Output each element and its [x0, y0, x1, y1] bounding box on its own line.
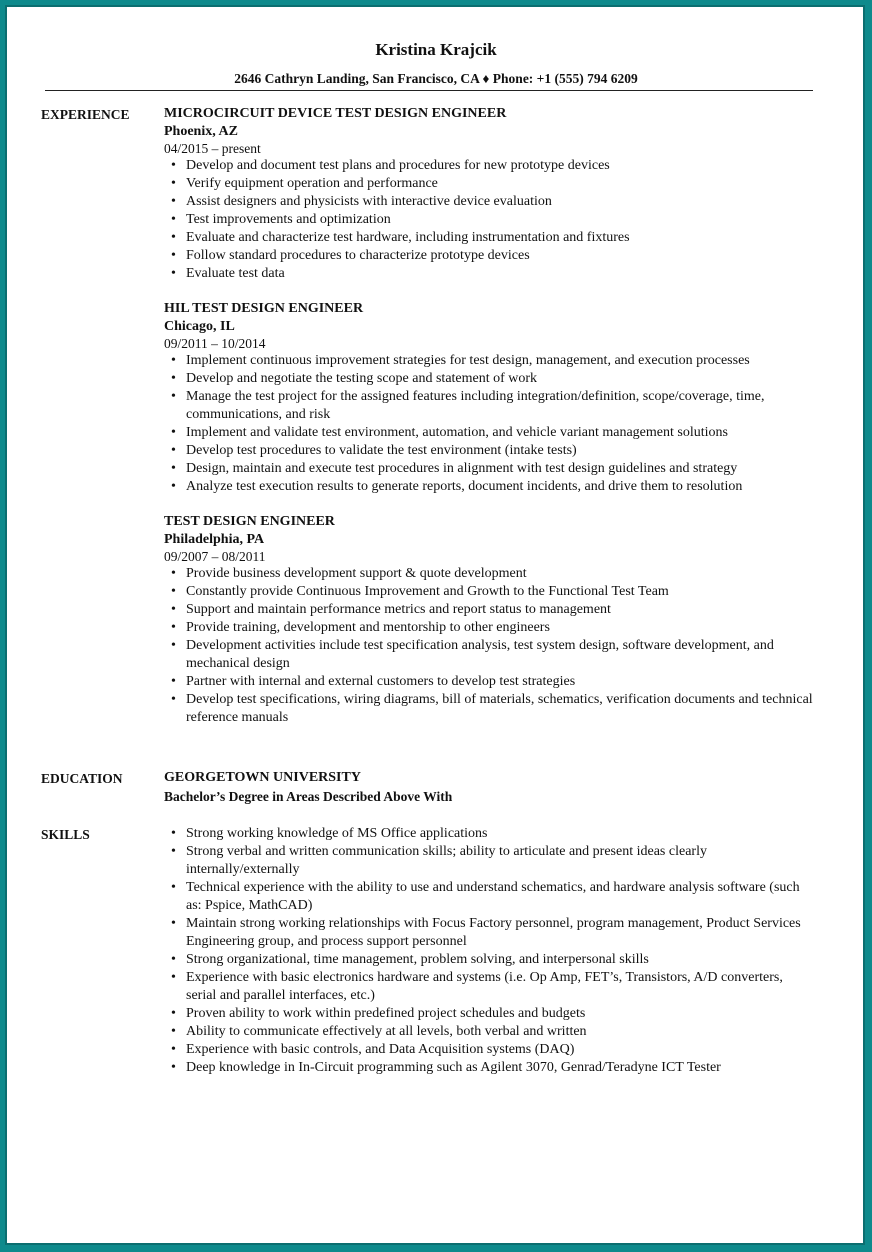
school-name: GEORGETOWN UNIVERSITY	[164, 770, 361, 785]
contact-line: 2646 Cathryn Landing, San Francisco, CA ♦ Phone: +1 (555) 794 6209	[234, 71, 638, 86]
education-content	[164, 769, 814, 807]
job-bullets	[164, 352, 814, 496]
job-title: MICROCIRCUIT DEVICE TEST DESIGN ENGINEER	[164, 106, 507, 121]
list-item: • Evaluate test data	[164, 265, 814, 283]
resume-page	[5, 5, 865, 1245]
skills-list	[164, 825, 814, 1077]
skills-heading: SKILLS	[41, 827, 90, 842]
job-entry	[164, 105, 814, 283]
list-item: • Develop and negotiate the testing scope and statement of work	[164, 370, 814, 388]
experience-heading: EXPERIENCE	[41, 107, 130, 122]
list-item: • Provide training, development and mentorship to other engineers	[164, 619, 814, 637]
list-item: • Strong working knowledge of MS Office applications	[164, 825, 814, 843]
job-title: TEST DESIGN ENGINEER	[164, 514, 335, 529]
list-item: • Experience with basic controls, and Data Acquisition systems (DAQ)	[164, 1041, 814, 1059]
list-item: • Deep knowledge in In-Circuit programming such as Agilent 3070, Genrad/Teradyne ICT Tester	[164, 1059, 814, 1077]
list-item: • Evaluate and characterize test hardware, including instrumentation and fixtures	[164, 229, 814, 247]
skills-content	[164, 825, 814, 1077]
list-item: • Design, maintain and execute test procedures in alignment with test design guidelines and strategy	[164, 460, 814, 478]
header-divider	[45, 90, 813, 91]
job-entry	[164, 300, 814, 496]
job-dates: 09/2007 – 08/2011	[164, 549, 266, 564]
education-heading: EDUCATION	[41, 771, 123, 786]
list-item: • Analyze test execution results to generate reports, document incidents, and drive them to resolution	[164, 478, 814, 496]
job-location: Philadelphia, PA	[164, 532, 265, 547]
list-item: • Develop test procedures to validate the test environment (intake tests)	[164, 442, 814, 460]
list-item: • Develop test specifications, wiring diagrams, bill of materials, schematics, verification documents and technical reference manuals	[164, 691, 814, 727]
degree: Bachelor’s Degree in Areas Described Above With	[164, 789, 453, 804]
list-item: • Experience with basic electronics hardware and systems (i.e. Op Amp, FET’s, Transistors, A/D converters, serial and parallel interfaces, etc.)	[164, 969, 814, 1005]
list-item: • Implement continuous improvement strategies for test design, management, and execution processes	[164, 352, 814, 370]
list-item: • Provide business development support & quote development	[164, 565, 814, 583]
list-item: • Partner with internal and external customers to develop test strategies	[164, 673, 814, 691]
list-item: • Support and maintain performance metrics and report status to management	[164, 601, 814, 619]
list-item: • Maintain strong working relationships with Focus Factory personnel, program management, Product Services Engineering group, and process support personnel	[164, 915, 814, 951]
job-location: Phoenix, AZ	[164, 124, 238, 139]
job-bullets	[164, 565, 814, 727]
list-item: • Manage the test project for the assigned features including integration/definition, scope/coverage, time, communications, and risk	[164, 388, 814, 424]
candidate-name: Kristina Krajcik	[375, 40, 497, 59]
job-dates: 04/2015 – present	[164, 141, 261, 156]
list-item: • Development activities include test specification analysis, test system design, software development, and mechanical design	[164, 637, 814, 673]
experience-content	[164, 105, 814, 744]
list-item: • Technical experience with the ability to use and understand schematics, and hardware analysis software (such as: Pspice, MathCAD)	[164, 879, 814, 915]
list-item: • Develop and document test plans and procedures for new prototype devices	[164, 157, 814, 175]
list-item: • Ability to communicate effectively at all levels, both verbal and written	[164, 1023, 814, 1041]
list-item: • Assist designers and physicists with interactive device evaluation	[164, 193, 814, 211]
job-title: HIL TEST DESIGN ENGINEER	[164, 301, 364, 316]
list-item: • Proven ability to work within predefined project schedules and budgets	[164, 1005, 814, 1023]
list-item: • Test improvements and optimization	[164, 211, 814, 229]
list-item: • Verify equipment operation and performance	[164, 175, 814, 193]
list-item: • Strong organizational, time management, problem solving, and interpersonal skills	[164, 951, 814, 969]
job-location: Chicago, IL	[164, 319, 235, 334]
job-bullets	[164, 157, 814, 283]
job-dates: 09/2011 – 10/2014	[164, 336, 266, 351]
list-item: • Strong verbal and written communication skills; ability to articulate and present ideas clearly internally/externally	[164, 843, 814, 879]
list-item: • Constantly provide Continuous Improvement and Growth to the Functional Test Team	[164, 583, 814, 601]
job-entry	[164, 513, 814, 727]
list-item: • Implement and validate test environment, automation, and vehicle variant management solutions	[164, 424, 814, 442]
list-item: • Follow standard procedures to characterize prototype devices	[164, 247, 814, 265]
